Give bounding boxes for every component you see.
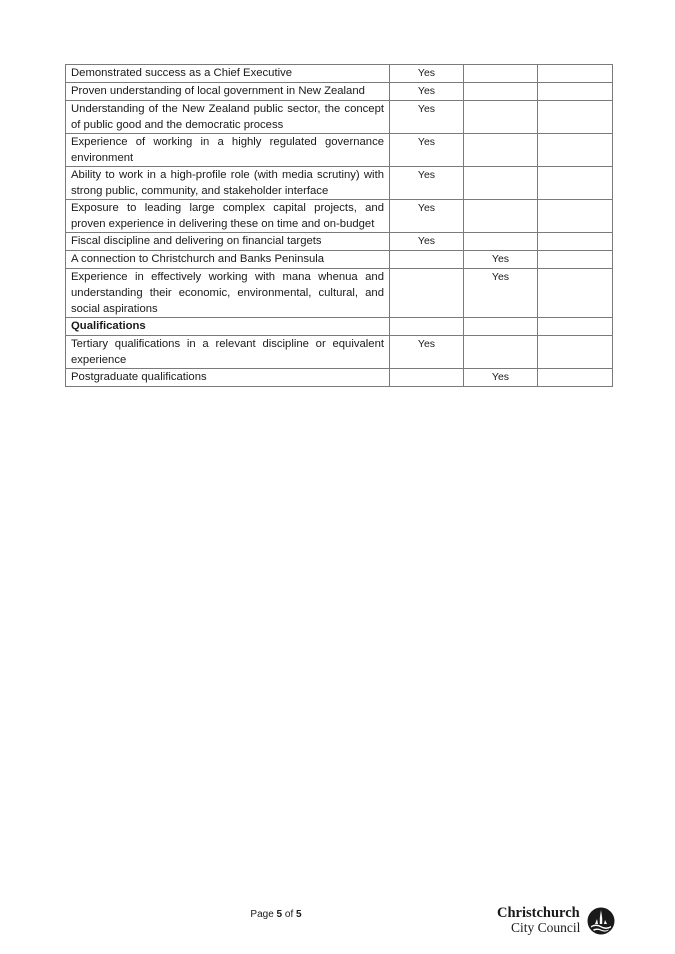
table-row: [66, 318, 613, 336]
table-row: [66, 251, 613, 269]
criterion-mark-2: [464, 167, 538, 200]
criterion-mark-3: [538, 318, 613, 336]
criterion-mark-3: [538, 369, 613, 387]
table-row: [66, 336, 613, 369]
criterion-mark-2: [464, 336, 538, 369]
criterion-mark-2: [464, 318, 538, 336]
criterion-mark-2: Yes: [464, 251, 538, 269]
table-row: [66, 167, 613, 200]
criterion-mark-1: Yes: [390, 233, 464, 251]
criterion-mark-3: [538, 65, 613, 83]
criterion-text: Ability to work in a high-profile role (with media scrutiny) with strong public, community, and stakeholder interface: [66, 167, 390, 200]
table-row: [66, 200, 613, 233]
criterion-mark-1: [390, 369, 464, 387]
criterion-mark-1: Yes: [390, 101, 464, 134]
criterion-mark-3: [538, 167, 613, 200]
criterion-mark-1: Yes: [390, 336, 464, 369]
criterion-text: A connection to Christchurch and Banks Peninsula: [66, 251, 390, 269]
page-current: 5: [276, 909, 283, 920]
table-row: [66, 101, 613, 134]
logo-line-2: City Council: [511, 920, 581, 935]
criterion-mark-3: [538, 269, 613, 318]
table-row: [66, 233, 613, 251]
table-row: [66, 134, 613, 167]
criterion-text: Tertiary qualifications in a relevant discipline or equivalent experience: [66, 336, 390, 369]
page-of: of: [282, 909, 297, 920]
criterion-mark-2: [464, 101, 538, 134]
table-row: [66, 269, 613, 318]
table-row: [66, 65, 613, 83]
criterion-mark-2: [464, 83, 538, 101]
criterion-mark-1: Yes: [390, 134, 464, 167]
criterion-mark-3: [538, 101, 613, 134]
criterion-text: Exposure to leading large complex capital projects, and proven experience in delivering these on time and on-budget: [66, 200, 390, 233]
criterion-text: Proven understanding of local government in New Zealand: [66, 83, 390, 101]
criterion-mark-3: [538, 251, 613, 269]
section-heading: Qualifications: [66, 318, 390, 336]
criterion-mark-2: Yes: [464, 269, 538, 318]
criterion-mark-2: [464, 233, 538, 251]
criterion-mark-1: [390, 318, 464, 336]
logo-line-1: Christchurch: [497, 905, 580, 921]
criterion-mark-1: [390, 269, 464, 318]
christchurch-city-council-logo: [497, 906, 617, 936]
criterion-mark-1: Yes: [390, 83, 464, 101]
criterion-mark-2: [464, 65, 538, 83]
page-prefix: Page: [250, 909, 277, 920]
page-total: 5: [296, 909, 302, 920]
cathedral-logo-icon: [587, 907, 615, 935]
table-row: [66, 369, 613, 387]
criterion-mark-2: Yes: [464, 369, 538, 387]
criterion-mark-1: Yes: [390, 200, 464, 233]
criterion-mark-1: Yes: [390, 65, 464, 83]
criterion-mark-1: [390, 251, 464, 269]
criterion-mark-3: [538, 83, 613, 101]
criterion-text: Experience of working in a highly regulated governance environment: [66, 134, 390, 167]
criterion-mark-3: [538, 336, 613, 369]
criterion-mark-1: Yes: [390, 167, 464, 200]
criterion-mark-3: [538, 233, 613, 251]
criterion-text: Demonstrated success as a Chief Executive: [66, 65, 390, 83]
table-row: [66, 83, 613, 101]
criterion-mark-3: [538, 200, 613, 233]
criterion-text: Understanding of the New Zealand public sector, the concept of public good and the democratic process: [66, 101, 390, 134]
criterion-text: Experience in effectively working with mana whenua and understanding their economic, environmental, cultural, and social aspirations: [66, 269, 390, 318]
criterion-mark-3: [538, 134, 613, 167]
criterion-text: Postgraduate qualifications: [66, 369, 390, 387]
criteria-table: [65, 64, 613, 387]
criterion-mark-2: [464, 134, 538, 167]
criterion-text: Fiscal discipline and delivering on financial targets: [66, 233, 390, 251]
criterion-mark-2: [464, 200, 538, 233]
page-number: [0, 909, 552, 920]
